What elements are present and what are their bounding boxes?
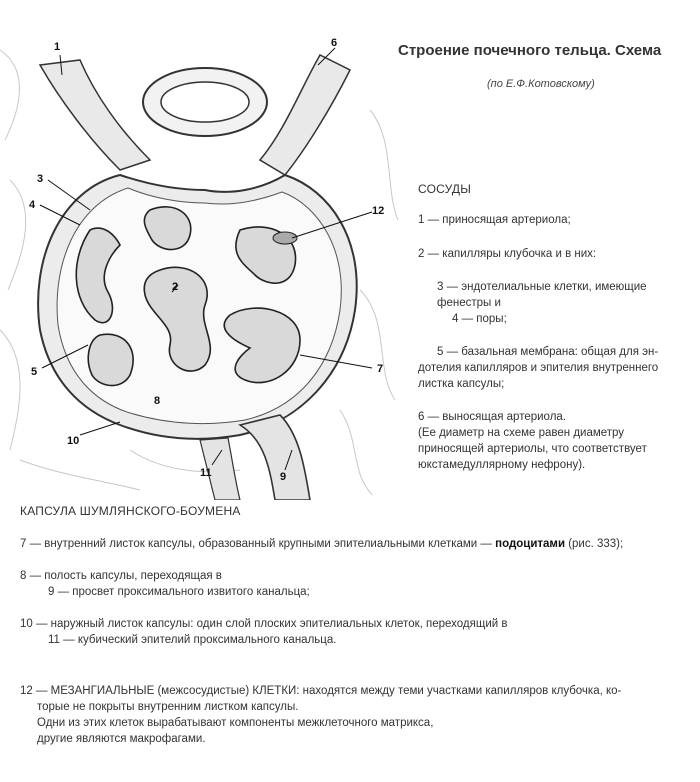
page-title: Строение почечного тельца. Схема	[398, 42, 662, 59]
label-4: 4	[29, 199, 36, 211]
mesangial-item: торые не покрыты внутренним листком капсулы.	[37, 701, 299, 713]
afferent-arteriole	[40, 60, 150, 170]
vessels-item: 6 — выносящая артериола.	[418, 411, 567, 423]
vessels-item: (Ее диаметр на схеме равен диаметру	[418, 427, 625, 439]
capsule-item: 11 — кубический эпителий проксимального канальца.	[48, 634, 337, 646]
label-10: 10	[67, 435, 80, 447]
label-5: 5	[31, 366, 38, 378]
label-8: 8	[154, 395, 161, 407]
proximal-tubule	[240, 415, 310, 500]
label-9: 9	[280, 471, 287, 483]
label-6: 6	[331, 37, 338, 49]
capsule-item: 10 — наружный листок капсулы: один слой плоских эпителиальных клеток, переходящий в	[20, 618, 508, 630]
capsule-item-7	[20, 536, 623, 552]
mesangial-item: 12 — МЕЗАНГИАЛЬНЫЕ (межсосудистые) КЛЕТКИ: находятся между теми участками капилляров клубочка, ко-	[20, 685, 622, 697]
vessels-heading: СОСУДЫ	[418, 182, 472, 196]
label-11: 11	[200, 467, 212, 479]
label-12: 12	[372, 205, 385, 217]
capsule-item-7-ref: (рис. 333);	[565, 538, 624, 550]
page-subtitle: (по Е.Ф.Котовскому)	[487, 78, 595, 90]
vessels-item: дотелия капилляров и эпителия внутреннего	[418, 362, 659, 374]
vessels-item: приносящей артериолы, что соответствует	[418, 443, 647, 455]
label-2: 2	[172, 281, 179, 293]
mesangial-item: другие являются макрофагами.	[37, 733, 206, 745]
vessels-item: 5 — базальная мембрана: общая для эн-	[437, 346, 659, 358]
capsule-heading: КАПСУЛА ШУМЛЯНСКОГО-БОУМЕНА	[20, 504, 241, 518]
vessels-item: листка капсулы;	[418, 378, 505, 390]
renal-corpuscle-illustration	[0, 30, 400, 500]
capsule-item: 8 — полость капсулы, переходящая в	[20, 570, 222, 582]
label-3: 3	[37, 173, 44, 185]
label-1: 1	[54, 41, 61, 53]
capsule-item: 9 — просвет проксимального извитого канальца;	[48, 586, 310, 598]
vessels-item: фенестры и	[437, 297, 501, 309]
label-7: 7	[377, 363, 384, 375]
vessels-item: 4 — поры;	[452, 313, 507, 325]
capsule-item-7-text: 7 — внутренний листок капсулы, образованный крупными эпителиальными клетками —	[20, 538, 496, 550]
efferent-arteriole	[260, 55, 350, 175]
vessels-item: 3 — эндотелиальные клетки, имеющие	[437, 281, 647, 293]
vessels-item: юкстамедуллярному нефрону).	[418, 459, 586, 471]
mesangial-item: Одни из этих клеток вырабатывают компоненты межклеточного матрикса,	[37, 717, 434, 729]
vessels-item: 2 — капилляры клубочка и в них:	[418, 248, 597, 260]
vessels-item: 1 — приносящая артериола;	[418, 214, 571, 226]
podocytes-term: подоцитами	[495, 538, 566, 550]
